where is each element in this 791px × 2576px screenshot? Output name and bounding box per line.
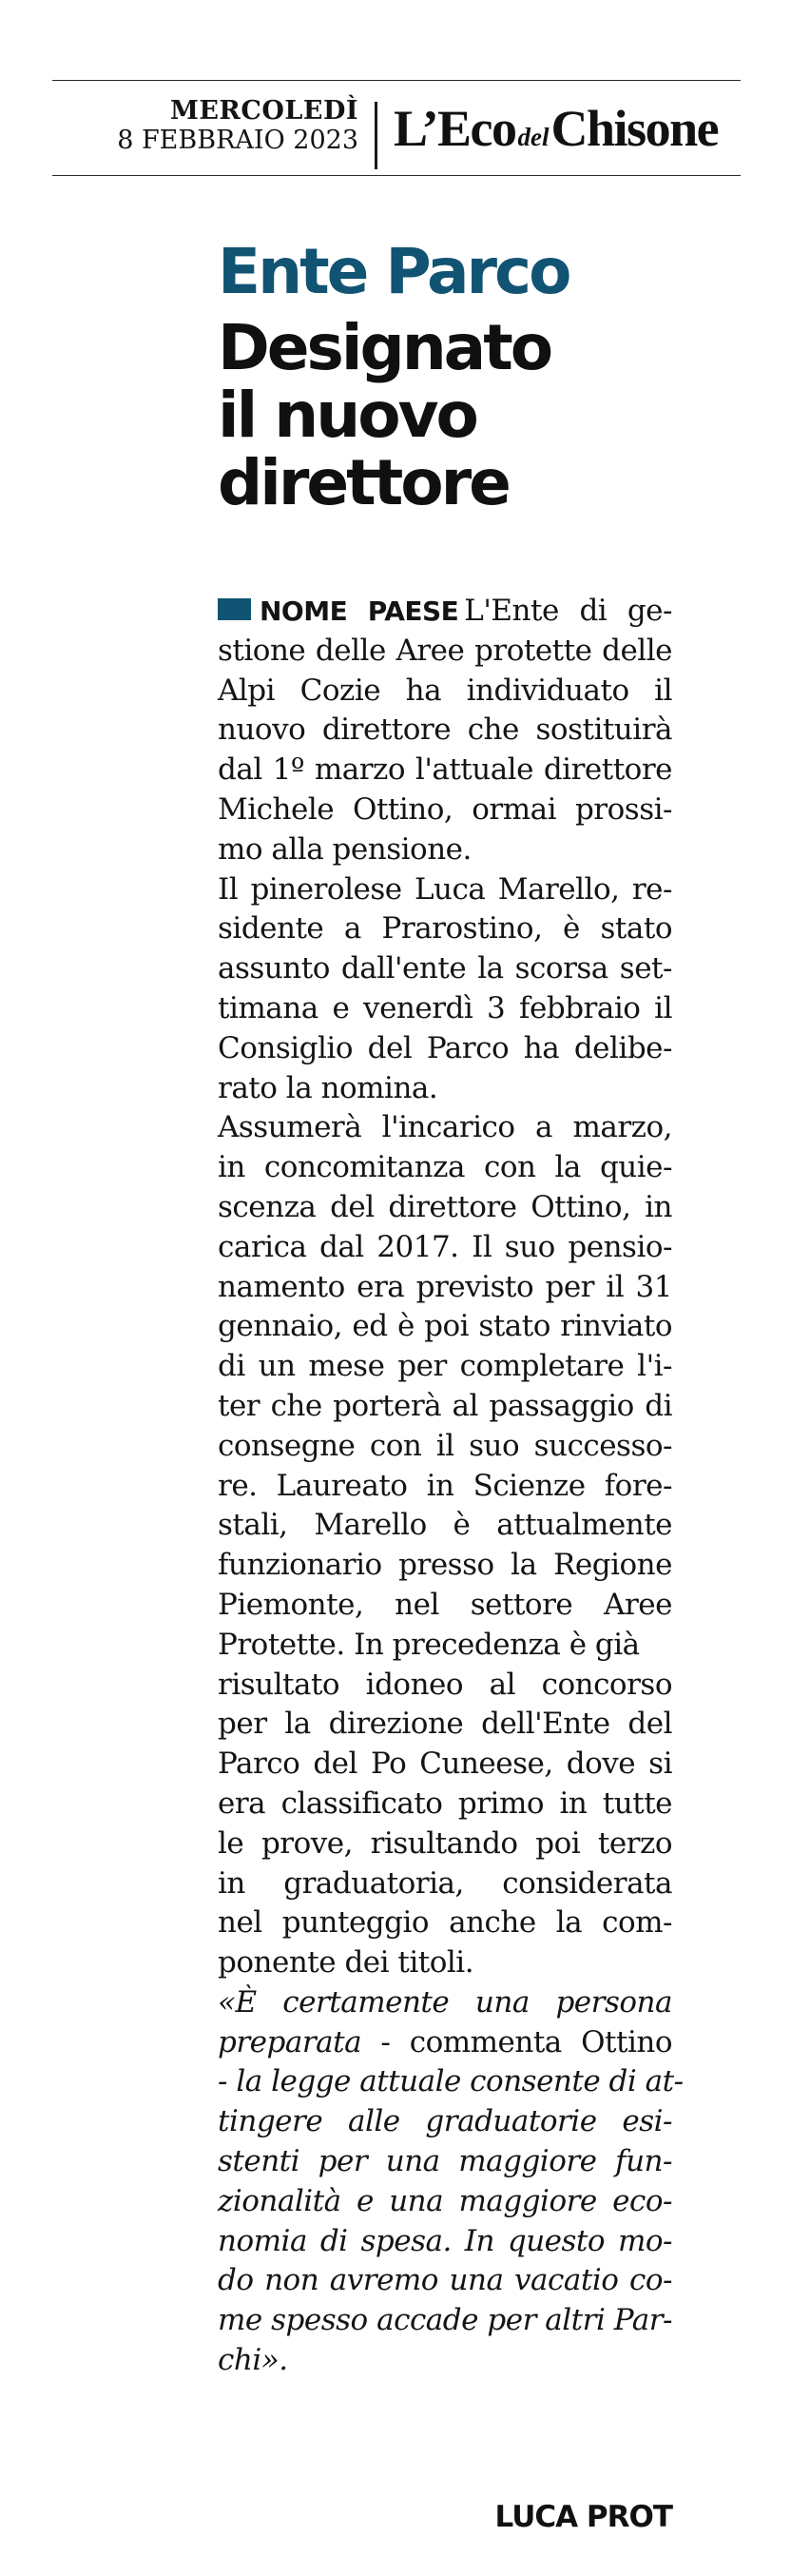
body-text: «È certamente una persona xyxy=(218,1984,672,2020)
headline-line: direttore xyxy=(218,446,509,519)
body-line xyxy=(218,1864,672,1904)
body-line xyxy=(218,1745,672,1785)
body-line xyxy=(218,711,672,751)
section-square-icon xyxy=(218,598,251,620)
body-text: Michele Ottino, ormai prossi- xyxy=(218,791,672,827)
body-line xyxy=(218,2261,672,2301)
body-line xyxy=(218,1307,672,1347)
body-text: per la direzione dell'Ente del xyxy=(218,1707,672,1742)
body-text: nomia di spesa. In questo mo- xyxy=(218,2223,672,2258)
body-line xyxy=(218,1467,672,1507)
body-line xyxy=(218,790,672,830)
header-separator xyxy=(375,102,377,169)
article-body xyxy=(218,592,684,2381)
body-text: assunto dall'ente la scorsa set- xyxy=(218,951,672,986)
body-line xyxy=(218,1626,672,1666)
body-text-roman: - commenta Ottino xyxy=(361,2024,672,2059)
article-kicker: Ente Parco xyxy=(218,235,569,308)
body-text: rato la nomina. xyxy=(218,1070,438,1105)
body-line xyxy=(218,1268,672,1308)
body-line xyxy=(218,1546,672,1586)
body-text: chi». xyxy=(218,2343,288,2378)
body-line xyxy=(218,1943,672,1983)
body-text: stione delle Aree protette delle xyxy=(218,633,672,668)
body-text: ter che porterà al passaggio di xyxy=(218,1388,672,1423)
body-text: - la legge attuale consente di at- xyxy=(218,2064,684,2099)
article-byline: LUCA PROT xyxy=(494,2500,672,2534)
body-line xyxy=(218,1825,672,1864)
body-line xyxy=(218,2142,672,2182)
body-text: re. Laureato in Scienze fore- xyxy=(218,1468,672,1503)
body-text: Piemonte, nel settore Aree xyxy=(218,1587,672,1622)
header-bottom-rule xyxy=(52,175,741,176)
body-line xyxy=(218,1108,672,1148)
body-line xyxy=(218,989,672,1029)
body-line xyxy=(218,949,672,989)
body-line xyxy=(218,830,672,870)
body-text: ponente dei titoli. xyxy=(218,1945,474,1981)
body-text: nel punteggio anche la com- xyxy=(218,1905,672,1941)
body-text: me spesso accade per altri Par- xyxy=(218,2303,672,2338)
body-text: le prove, risultando poi terzo xyxy=(218,1825,672,1861)
body-line xyxy=(218,751,672,790)
body-line xyxy=(218,2222,672,2262)
body-line xyxy=(218,2102,672,2142)
body-text: carica dal 2017. Il suo pensio- xyxy=(218,1229,672,1264)
body-text: in concomitanza con la quie- xyxy=(218,1150,672,1185)
body-text: Assumerà l'incarico a marzo, xyxy=(218,1110,672,1145)
issue-date xyxy=(117,96,358,155)
body-text: Protette. In precedenza è già xyxy=(218,1627,640,1662)
dateline: NOME PAESE xyxy=(260,595,459,627)
body-text: Alpi Cozie ha individuato il xyxy=(218,673,672,708)
body-text: stali, Marello è attualmente xyxy=(218,1508,672,1543)
body-text: do non avremo una vacatio co- xyxy=(218,2263,672,2298)
body-line xyxy=(218,1785,672,1825)
masthead-logo xyxy=(394,99,718,158)
body-text: era classificato primo in tutte xyxy=(218,1786,672,1821)
body-text: Il pinerolese Luca Marello, re- xyxy=(218,871,672,907)
masthead-del: del xyxy=(517,123,550,151)
body-line xyxy=(218,1903,672,1943)
body-text: in graduatoria, considerata xyxy=(218,1865,672,1901)
body-text: funzionario presso la Regione xyxy=(218,1548,672,1583)
body-line xyxy=(218,1983,672,2023)
body-line xyxy=(218,632,672,672)
body-text: scenza del direttore Ottino, in xyxy=(218,1189,672,1224)
body-text: sidente a Prarostino, è stato xyxy=(218,911,672,946)
body-line xyxy=(218,2023,672,2063)
body-line xyxy=(218,2062,684,2102)
body-line xyxy=(218,1506,672,1546)
body-line xyxy=(218,870,672,910)
article-headline xyxy=(218,311,551,519)
body-line xyxy=(218,1705,672,1745)
headline-line: il nuovo xyxy=(218,379,476,452)
headline-line: Designato xyxy=(218,311,551,384)
body-line xyxy=(218,2301,672,2341)
body-line xyxy=(218,909,672,949)
top-rule xyxy=(52,80,741,81)
body-text: L'Ente di ge- xyxy=(464,594,672,628)
body-text: Parco del Po Cuneese, dove si xyxy=(218,1747,672,1782)
day-of-week: MERCOLEDÌ xyxy=(169,96,358,126)
body-line xyxy=(218,2341,672,2381)
masthead-l-eco: L’Eco xyxy=(394,100,516,157)
body-text: stenti per una maggiore fun- xyxy=(218,2144,672,2179)
body-text: Consiglio del Parco ha delibe- xyxy=(218,1030,672,1065)
body-line xyxy=(218,1387,672,1427)
body-line xyxy=(218,1347,672,1387)
body-text: preparata xyxy=(218,2024,362,2059)
body-text: di un mese per completare l'i- xyxy=(218,1349,672,1384)
body-text: nuovo direttore che sostituirà xyxy=(218,712,672,748)
body-line xyxy=(218,1666,672,1706)
body-line xyxy=(218,2182,672,2222)
date-text: 8 FEBBRAIO 2023 xyxy=(117,126,358,155)
masthead-chisone: Chisone xyxy=(550,100,719,157)
body-text: gennaio, ed è poi stato rinviato xyxy=(218,1309,672,1344)
body-text: mo alla pensione. xyxy=(218,831,472,867)
body-line xyxy=(218,1228,672,1268)
body-text: risultato idoneo al concorso xyxy=(218,1667,672,1702)
body-line xyxy=(218,1148,672,1188)
body-text: consegne con il suo successo- xyxy=(218,1428,672,1463)
body-line xyxy=(218,1188,672,1228)
body-line xyxy=(218,1029,672,1069)
body-line xyxy=(218,1586,672,1626)
body-line xyxy=(218,672,672,712)
body-text: zionalità e una maggiore eco- xyxy=(218,2183,672,2218)
body-text: tingere alle graduatorie esi- xyxy=(218,2104,672,2139)
body-line xyxy=(218,1427,672,1467)
body-line xyxy=(218,592,672,632)
body-text: dal 1º marzo l'attuale direttore xyxy=(218,752,672,788)
body-line xyxy=(218,1069,672,1109)
body-text: timana e venerdì 3 febbraio il xyxy=(218,990,672,1025)
body-text: namento era previsto per il 31 xyxy=(218,1269,672,1304)
